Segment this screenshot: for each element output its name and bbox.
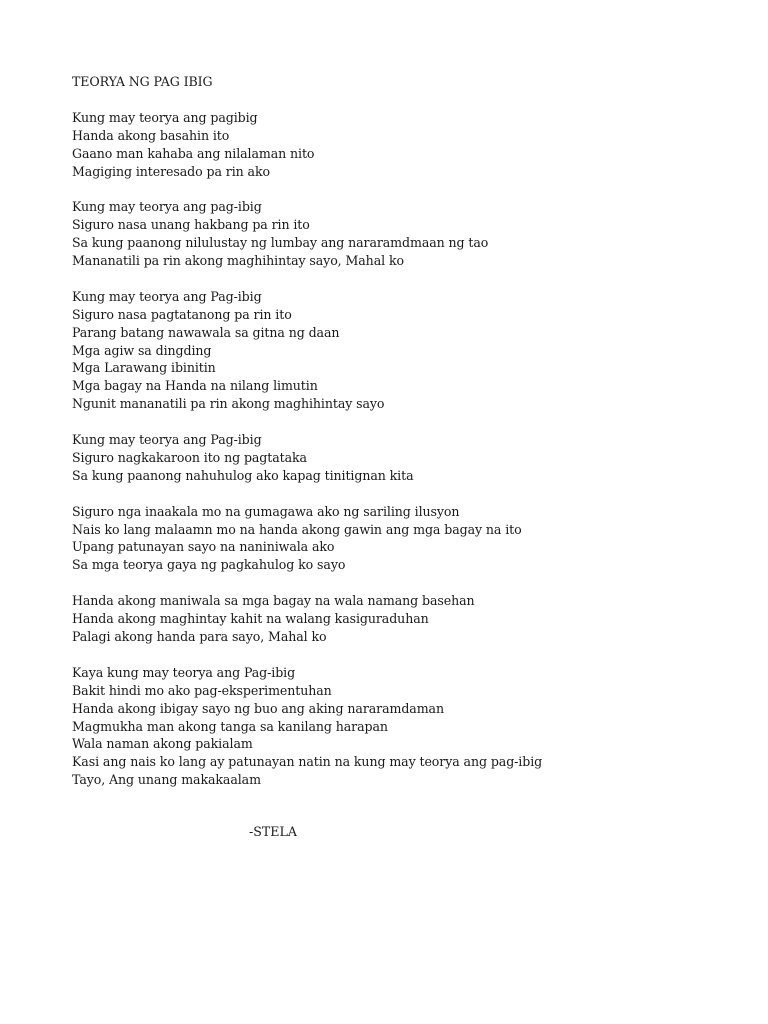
stanza-3 xyxy=(72,288,712,413)
poem-line: Kasi ang nais ko lang ay patunayan natin na kung may teorya ang pag-ibig xyxy=(72,754,543,770)
poem-line: Sa mga teorya gaya ng pagkahulog ko sayo xyxy=(72,557,346,573)
poem-line: Mga agiw sa dingding xyxy=(72,342,212,358)
poem-line: Magiging interesado pa rin ako xyxy=(72,163,270,179)
poem-line: Mga Larawang ibinitin xyxy=(72,360,216,376)
poem-line: Mga bagay na Handa na nilang limutin xyxy=(72,378,318,394)
poem-line: Mananatili pa rin akong maghihintay sayo, Mahal ko xyxy=(72,253,404,269)
stanza-4 xyxy=(72,431,712,485)
stanza-7 xyxy=(72,664,712,789)
poem-line: Siguro nasa pagtatanong pa rin ito xyxy=(72,306,292,322)
stanza-6 xyxy=(72,592,712,646)
poem-title: TEORYA NG PAG IBIG xyxy=(72,74,213,89)
poem-line: Magmukha man akong tanga sa kanilang harapan xyxy=(72,718,388,734)
poem-line: Siguro nasa unang hakbang pa rin ito xyxy=(72,217,310,233)
poem-line: Nais ko lang malaamn mo na handa akong gawin ang mga bagay na ito xyxy=(72,521,522,537)
poem-line: Palagi akong handa para sayo, Mahal ko xyxy=(72,629,327,644)
poem-line: Kung may teorya ang Pag-ibig xyxy=(72,432,262,448)
poem-line: Gaano man kahaba ang nilalaman nito xyxy=(72,145,315,161)
author-signature: -STELA xyxy=(249,824,297,839)
poem-line: Handa akong maghintay kahit na walang kasiguraduhan xyxy=(72,611,429,627)
poem-line: Siguro nagkakaroon ito ng pagtataka xyxy=(72,449,307,465)
poem-line: Ngunit mananatili pa rin akong maghihintay sayo xyxy=(72,396,385,412)
stanza-1 xyxy=(72,109,712,181)
poem-line: Sa kung paanong nilulustay ng lumbay ang nararamdmaan ng tao xyxy=(72,235,489,251)
poem-line: Wala naman akong pakialam xyxy=(72,736,253,752)
poem-line: Kung may teorya ang Pag-ibig xyxy=(72,288,262,304)
poem-line: Handa akong basahin ito xyxy=(72,127,230,143)
poem-line: Handa akong maniwala sa mga bagay na wala namang basehan xyxy=(72,593,475,609)
poem-line: Tayo, Ang unang makakaalam xyxy=(72,772,261,788)
poem-line: Sa kung paanong nahuhulog ako kapag tinitignan kita xyxy=(72,467,414,483)
poem-line: Kung may teorya ang pag-ibig xyxy=(72,199,262,215)
stanza-5 xyxy=(72,503,712,575)
poem-body xyxy=(72,73,712,807)
poem-line: Parang batang nawawala sa gitna ng daan xyxy=(72,324,340,340)
poem-line: Upang patunayan sayo na naniniwala ako xyxy=(72,539,335,555)
poem-line: Bakit hindi mo ako pag-eksperimentuhan xyxy=(72,682,332,698)
poem-line: Kung may teorya ang pagibig xyxy=(72,109,258,125)
stanza-2 xyxy=(72,198,712,270)
poem-line: Handa akong ibigay sayo ng buo ang aking nararamdaman xyxy=(72,700,444,716)
poem-line: Siguro nga inaakala mo na gumagawa ako ng sariling ilusyon xyxy=(72,503,460,519)
poem-line: Kaya kung may teorya ang Pag-ibig xyxy=(72,664,296,680)
